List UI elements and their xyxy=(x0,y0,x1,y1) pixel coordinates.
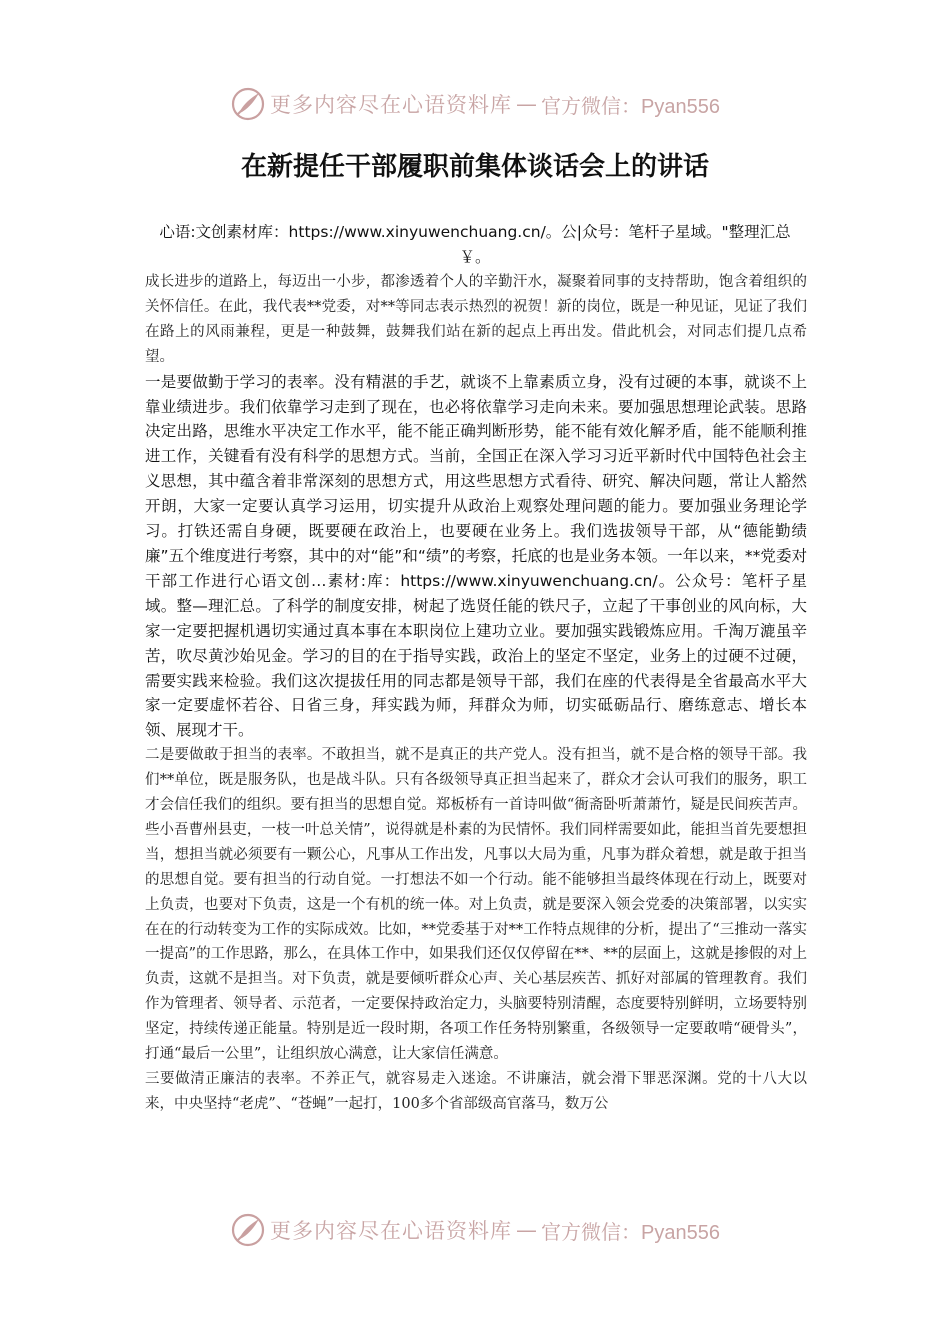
document-body xyxy=(145,270,807,1117)
page-title: 在新提任干部履职前集体谈话会上的讲话 xyxy=(240,152,709,182)
banner-separator: — xyxy=(516,92,538,116)
header-banner xyxy=(0,84,950,124)
banner-separator: — xyxy=(516,1218,538,1242)
quill-logo-icon xyxy=(230,1212,266,1248)
footer-banner xyxy=(0,1210,950,1250)
source-line: 心语:文创素材库：https://www.xinyuwenchuang.cn/。公|众号：笔杆子星域。"整理汇总￥。 xyxy=(159,223,791,266)
paragraph-responsibility: 二是要做敢于担当的表率。不敢担当，就不是真正的共产党人。没有担当，就不是合格的领导干部。我们**单位，既是服务队，也是战斗队。只有各级领导真正担当起来了，群众才会认可我们的服务，职工才会信任我们的组织。要有担当的思想自觉。郑板桥有一首诗叫做“衙斋卧听萧萧竹，疑是民间疾苦声。些小吾曹州县吏，一枝一叶总关情”，说得就是朴素的为民情怀。我们同样需要如此，能担当首先要想担当，想担当就必须要有一颗公心，凡事从工作出发，凡事以大局为重，凡事为群众着想，就是敢于担当的思想自觉。要有担当的行动自觉。一打想法不如一个行动。能不能够担当最终体现在行动上，既要对上负责，也要对下负责，这是一个有机的统一体。对上负责，就是要深入领会党委的决策部署，以实实在在的行动转变为工作的实际成效。比如，**党委基于对**工作特点规律的分析，提出了“三推动一落实一提高”的工作思路，那么，在具体工作中，如果我们还仅仅停留在**、**的层面上，这就是掺假的对上负责，这就不是担当。对下负责，就是要倾听群众心声、关心基层疾苦、抓好对部属的管理教育。我们作为管理者、领导者、示范者，一定要保持政治定力，头脑要特别清醒，态度要特别鲜明，立场要特别坚定，持续传递正能量。特别是近一段时期，各项工作任务特别繁重，各级领导一定要敢啃“硬骨头”，打通“最后一公里”，让组织放心满意，让大家信任满意。 xyxy=(145,747,807,1063)
banner-handle: 官方微信：Pyan556 xyxy=(541,95,720,118)
paragraph-integrity: 三要做清正廉洁的表率。不养正气，就容易走入迷途。不讲廉洁，就会滑下罪恶深渊。党的十八大以来，中央坚持“老虎”、“苍蝇”一起打，100多个省部级高官落马，数万公 xyxy=(145,1071,807,1112)
banner-text: 更多内容尽在心语资料库 xyxy=(270,1219,513,1243)
paragraph-study: 一是要做勤于学习的表率。没有精湛的手艺，就谈不上靠素质立身，没有过硬的本事，就谈不上靠业绩进步。我们依靠学习走到了现在，也必将依靠学习走向未来。要加强思想理论武装。思路决定出路，思维水平决定工作水平，能不能正确判断形势，能不能有效化解矛盾，能不能顺利推进工作，关键看有没有科学的思想方式。当前，全国正在深入学习习近平新时代中国特色社会主义思想，其中蕴含着非常深刻的思想方式，用这些思想方式看待、研究、解决问题，常让人豁然开朗，大家一定要认真学习运用，切实提升从政治上观察处理问题的能力。要加强业务理论学习。打铁还需自身硬，既要硬在政治上，也要硬在业务上。我们选拔领导干部，从“德能勤绩廉”五个维度进行考察，其中的对“能”和“绩”的考察，托底的也是业务本领。一年以来，**党委对干部工作进行心语文创…素材:库：https://www.xinyuwenchuang.cn/。公众号：笔杆子星域。整—理汇总。了科学的制度安排，树起了选贤任能的铁尺子，立起了干事创业的风向标，大家一定要把握机遇切实通过真本事在本职岗位上建功立业。要加强实践锻炼应用。千淘万漉虽辛苦，吹尽黄沙始见金。学习的目的在于指导实践，政治上的坚定不坚定，业务上的过硬不过硬，需要实践来检验。我们这次提拔任用的同志都是领导干部，我们在座的代表得是全省最高水平大家一定要虚怀若谷、日省三身，拜实践为师，拜群众为师，切实砥砺品行、磨练意志、增长本领、展现才干。 xyxy=(145,372,807,740)
paragraph-intro: 成长进步的道路上，每迈出一小步，都渗透着个人的辛勤汗水，凝聚着同事的支持帮助，饱含着组织的关怀信任。在此，我代表**党委，对**等同志表示热烈的祝贺！新的岗位，既是一种见证，见证了我们在路上的风雨兼程，更是一种鼓舞，鼓舞我们站在新的起点上再出发。借此机会，对同志们提几点希望。 xyxy=(145,274,807,365)
banner-handle: 官方微信：Pyan556 xyxy=(541,1221,720,1244)
quill-logo-icon xyxy=(230,86,266,122)
banner-text: 更多内容尽在心语资料库 xyxy=(270,93,513,117)
